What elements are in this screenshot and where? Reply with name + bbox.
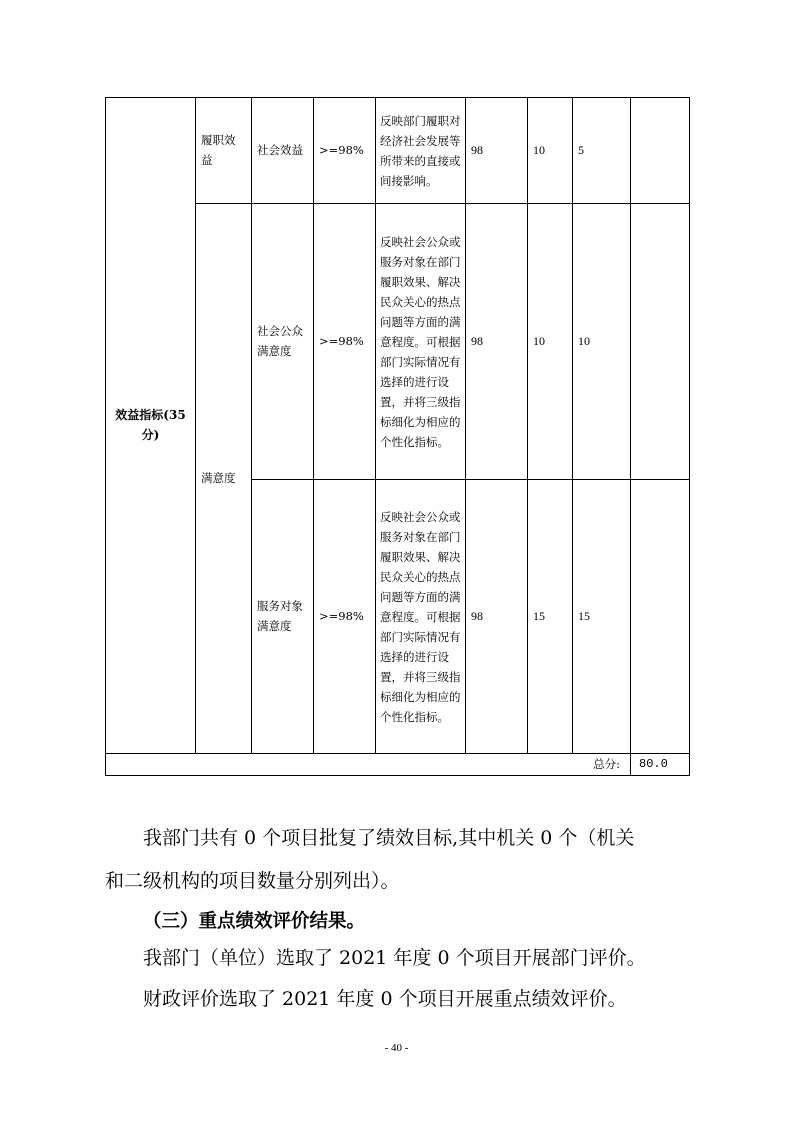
performance-indicator-table [105, 97, 690, 776]
group-cell-manyi: 满意度 [196, 204, 252, 754]
indicator-cell: 社会公众满意度 [252, 204, 314, 480]
weight-cell: 10 [528, 204, 573, 480]
table-row [106, 98, 690, 204]
description-cell: 反映社会公众或服务对象在部门履职效果、解决民众关心的热点问题等方面的满意程度。可根据部门实际情况有选择的进行设置，并将三级指标细化为相应的个性化指标。 [376, 480, 466, 754]
description-cell: 反映社会公众或服务对象在部门履职效果、解决民众关心的热点问题等方面的满意程度。可根据部门实际情况有选择的进行设置，并将三级指标细化为相应的个性化指标。 [376, 204, 466, 480]
actual-cell: 98 [466, 98, 528, 204]
indicator-cell: 服务对象满意度 [252, 480, 314, 754]
description-cell: 反映部门履职对经济社会发展等所带来的直接或间接影响。 [376, 98, 466, 204]
category-cell: 效益指标(35分) [106, 98, 196, 754]
score-cell: 5 [573, 98, 631, 204]
paragraph-line: 我部门共有 0 个项目批复了绩效目标,其中机关 0 个（机关 [143, 827, 635, 849]
group-cell-lvzhi: 履职效益 [196, 98, 252, 204]
actual-cell: 98 [466, 480, 528, 754]
total-label: 总分: [106, 754, 631, 776]
target-cell: >=98% [314, 204, 376, 480]
target-cell: >=98% [314, 480, 376, 754]
score-cell: 15 [573, 480, 631, 754]
total-row [106, 754, 690, 776]
total-value: 80.0 [631, 754, 690, 776]
note-cell [631, 204, 690, 480]
page-number: - 40 - [384, 1042, 409, 1054]
section-heading: （三）重点绩效评价结果。 [143, 911, 366, 932]
weight-cell: 10 [528, 98, 573, 204]
score-cell: 10 [573, 204, 631, 480]
indicator-cell: 社会效益 [252, 98, 314, 204]
note-cell [631, 480, 690, 754]
paragraph-line: 和二级机构的项目数量分别列出）。 [105, 870, 400, 892]
note-cell [631, 98, 690, 204]
target-cell: >=98% [314, 98, 376, 204]
actual-cell: 98 [466, 204, 528, 480]
paragraph-line: 财政评价选取了 2021 年度 0 个项目开展重点绩效评价。 [143, 988, 627, 1010]
paragraph-line: 我部门（单位）选取了 2021 年度 0 个项目开展部门评价。 [143, 947, 646, 969]
weight-cell: 15 [528, 480, 573, 754]
